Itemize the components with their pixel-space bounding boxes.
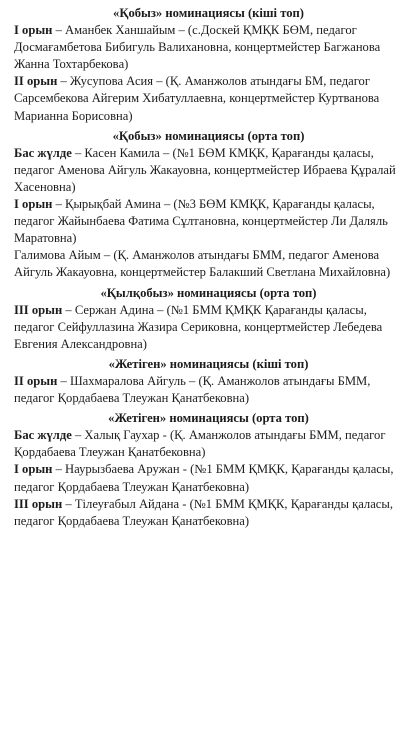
award-place: III орын	[14, 496, 63, 511]
award-entry	[14, 145, 403, 196]
award-entry	[14, 373, 403, 407]
award-entry	[14, 22, 403, 73]
award-entry	[14, 302, 403, 353]
section-kylkobyz-middle	[14, 285, 403, 353]
award-details: – Аманбек Ханшайым – (с.Доскей ҚМҚК БӨМ, педагог Досмағамбетова Бибигуль Валихановна, концертмейстер Багжанова Жанна Тохтарбековa)	[14, 23, 381, 72]
section-kobyz-junior	[14, 5, 403, 125]
award-entry	[14, 496, 403, 530]
award-place: I орын	[14, 23, 53, 38]
section-heading: «Қобыз» номинациясы (орта топ)	[112, 128, 305, 143]
section-zhetigen-middle	[14, 410, 403, 530]
section-heading: «Қобыз» номинациясы (кіші топ)	[113, 6, 304, 20]
award-place: II орын	[14, 373, 58, 388]
section-heading: «Жетіген» номинациясы (кіші топ)	[108, 356, 309, 371]
award-details: Галимова Айым – (Қ. Аманжолов атындағы БММ, педагог Аменова Айгуль Жакауовна, концертмейстер Балакший Светлана Михайловна)	[14, 248, 391, 280]
award-details: – Наурызбаева Аружан - (№1 БММ ҚМҚК, Қарағанды қаласы, педагог Қордабаева Тлеужан Қанатбековна)	[14, 462, 394, 494]
award-entry	[14, 73, 403, 124]
award-place: Бас жүлде	[14, 145, 72, 160]
award-entry	[14, 196, 403, 247]
award-place: Бас жүлде	[14, 428, 72, 443]
section-heading: «Жетіген» номинациясы (орта топ)	[108, 411, 309, 426]
award-place: I орын	[14, 462, 53, 477]
section-heading: «Қылқобыз» номинациясы (орта топ)	[100, 285, 317, 300]
award-place: I орын	[14, 197, 53, 212]
award-details: – Сержан Адина – (№1 БММ ҚМҚК Қарағанды қаласы, педагог Сейфуллазина Жазира Сериковна, концертмейстер Лебедева Евгения Александровна)	[14, 302, 383, 351]
award-entry	[14, 461, 403, 495]
section-zhetigen-junior	[14, 356, 403, 407]
award-details: – Халық Гаухар - (Қ. Аманжолов атындағы БММ, педагог Қордабаева Тлеужан Қанатбековна)	[14, 428, 386, 460]
award-place: III орын	[14, 302, 63, 317]
award-details: – Қырықбай Амина – (№3 БӨМ КМҚК, Қарағанды қаласы, педагог Жайынбаева Фатима Сұлтановна, концертмейстер Ли Даляль Маратовна)	[14, 197, 388, 246]
award-details: – Касен Камила – (№1 БӨМ КМҚК, Қарағанды қаласы, педагог Аменова Айгуль Жакауовна, концертмейстер Ибраева Құралай Хасеновна)	[14, 145, 396, 194]
award-details: – Жусупова Асия – (Қ. Аманжолов атындағы БМ, педагог Сарсембекова Айгерим Хибатуллаевна, концертмейстер Куртванова Марианна Борисовна)	[14, 74, 380, 123]
award-place: II орын	[14, 74, 58, 89]
award-entry	[14, 247, 403, 281]
award-entry	[14, 427, 403, 461]
section-kobyz-middle	[14, 128, 403, 282]
award-details: – Тілеуғабыл Айдана - (№1 БММ ҚМҚК, Қарағанды қаласы, педагог Қордабаева Тлеужан Қанатбековна)	[14, 496, 394, 528]
award-details: – Шахмаралова Айгуль – (Қ. Аманжолов атындағы БММ, педагог Қордабаева Тлеужан Қанатбековна)	[14, 373, 371, 406]
